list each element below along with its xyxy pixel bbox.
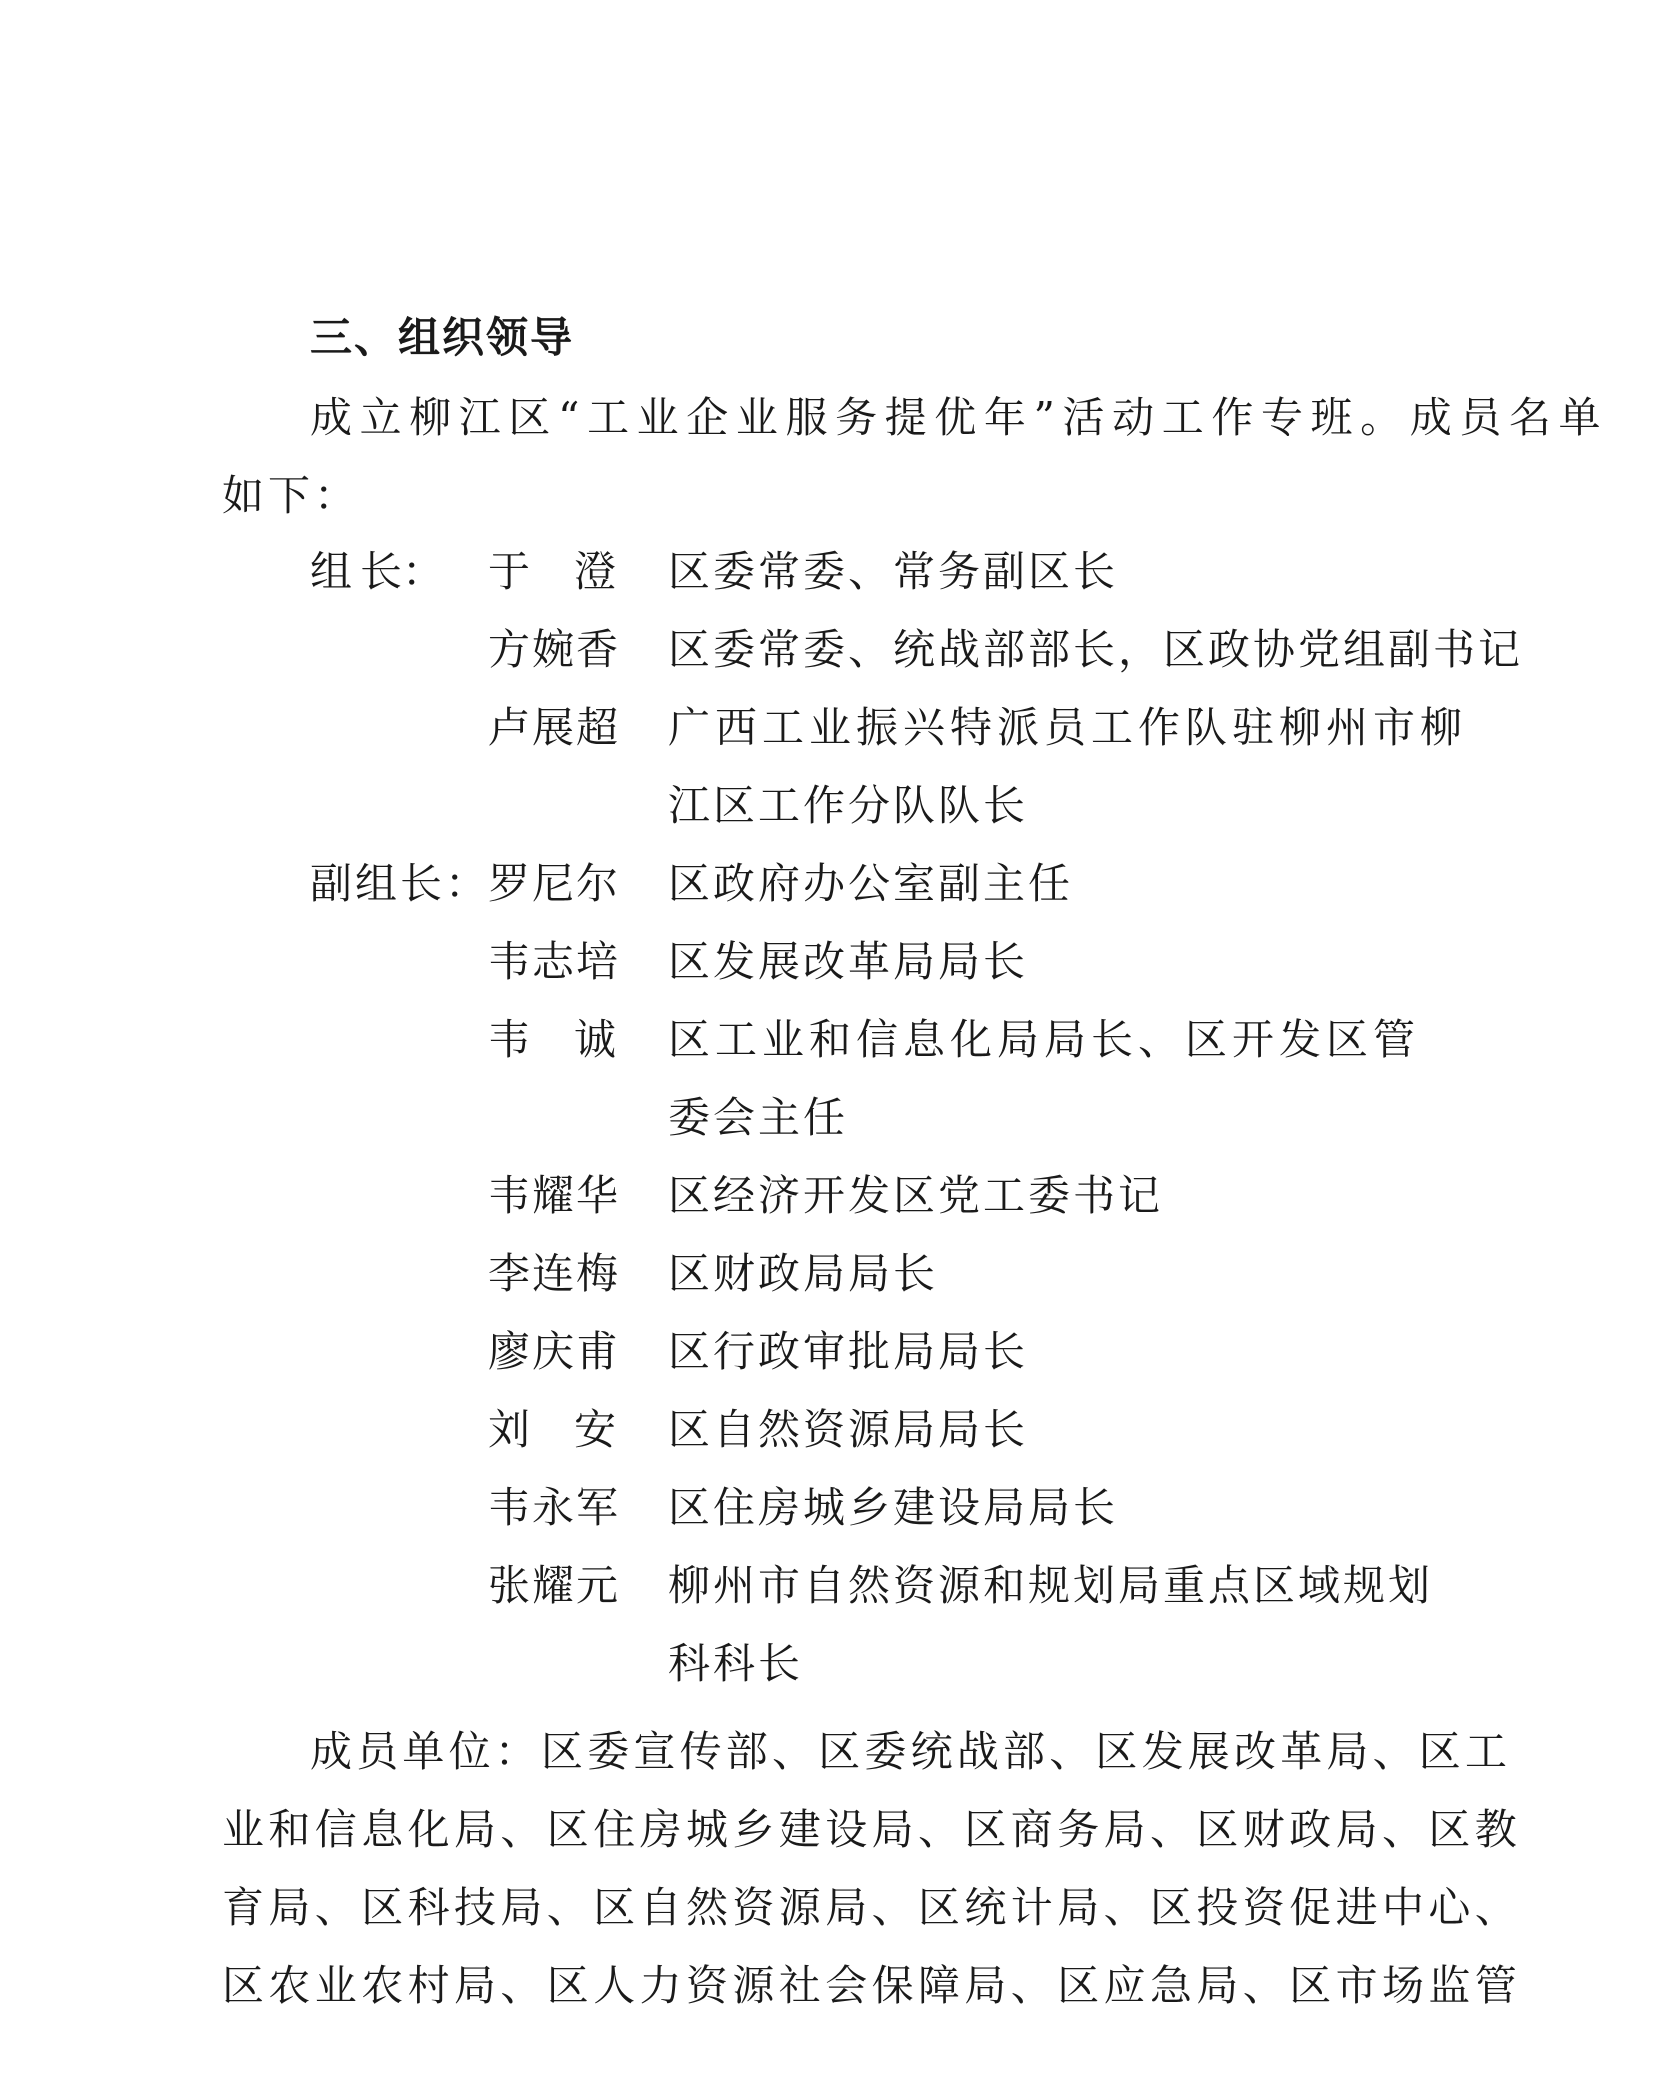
deputy-row [0, 1010, 1654, 1070]
deputy-row [0, 1400, 1654, 1460]
deputy-row [0, 1166, 1654, 1226]
person-title: 区行政审批局局长 [668, 1327, 1029, 1376]
person-name: 李连梅 [488, 1249, 621, 1298]
person-title: 柳州市自然资源和规划局重点区域规划 [668, 1561, 1434, 1610]
person-title: 区住房城乡建设局局长 [668, 1483, 1119, 1532]
title-continuation [0, 776, 1654, 836]
person-title-cont: 委会主任 [668, 1093, 849, 1142]
deputy-row [0, 1478, 1654, 1538]
leader-row [0, 698, 1654, 758]
deputy-row [0, 1322, 1654, 1382]
person-name: 罗尼尔 [488, 859, 621, 908]
leader-row [0, 542, 1654, 602]
person-name: 方婉香 [488, 625, 621, 674]
person-name: 卢展超 [488, 703, 621, 752]
member-units-line: 育局、区科技局、区自然资源局、区统计局、区投资促进中心、 [222, 1883, 1522, 1932]
person-name: 刘 安 [488, 1405, 616, 1454]
deputy-row [0, 1556, 1654, 1616]
person-title: 区政府办公室副主任 [668, 859, 1074, 908]
person-title-cont: 江区工作分队队长 [668, 781, 1029, 830]
person-name: 张耀元 [488, 1561, 621, 1610]
person-name: 韦 诚 [488, 1015, 616, 1064]
person-title: 区财政局局长 [668, 1249, 939, 1298]
member-units-line: 成员单位：区委宣传部、区委统战部、区发展改革局、区工 [310, 1727, 1512, 1776]
deputy-row [0, 932, 1654, 992]
deputy-row [0, 854, 1654, 914]
person-title-cont: 科科长 [668, 1639, 804, 1688]
title-continuation [0, 1088, 1654, 1148]
section-heading: 三、组织领导 [310, 313, 575, 362]
role-label-deputy: 副组长： [310, 859, 491, 908]
person-name: 韦志培 [488, 937, 621, 986]
deputy-row [0, 1244, 1654, 1304]
person-title: 广西工业振兴特派员工作队驻柳州市柳 [668, 703, 1468, 752]
person-name: 于 澄 [488, 547, 616, 596]
title-continuation [0, 1634, 1654, 1694]
leader-row [0, 620, 1654, 680]
person-title: 区经济开发区党工委书记 [668, 1171, 1164, 1220]
intro-line-1: 成立柳江区“工业企业服务提优年”活动工作专班。成员名单 [310, 393, 1609, 442]
person-title: 区自然资源局局长 [668, 1405, 1029, 1454]
role-label-leader: 组 长： [310, 547, 445, 596]
person-name: 韦永军 [488, 1483, 621, 1532]
intro-line-2: 如下： [222, 471, 361, 520]
person-name: 廖庆甫 [488, 1327, 621, 1376]
person-name: 韦耀华 [488, 1171, 621, 1220]
member-units-line: 业和信息化局、区住房城乡建设局、区商务局、区财政局、区教 [222, 1805, 1522, 1854]
person-title: 区委常委、常务副区长 [668, 547, 1119, 596]
person-title: 区工业和信息化局局长、区开发区管 [668, 1015, 1421, 1064]
member-units-line: 区农业农村局、区人力资源社会保障局、区应急局、区市场监管 [222, 1961, 1522, 2010]
person-title: 区发展改革局局长 [668, 937, 1029, 986]
person-title: 区委常委、统战部部长，区政协党组副书记 [668, 625, 1524, 674]
